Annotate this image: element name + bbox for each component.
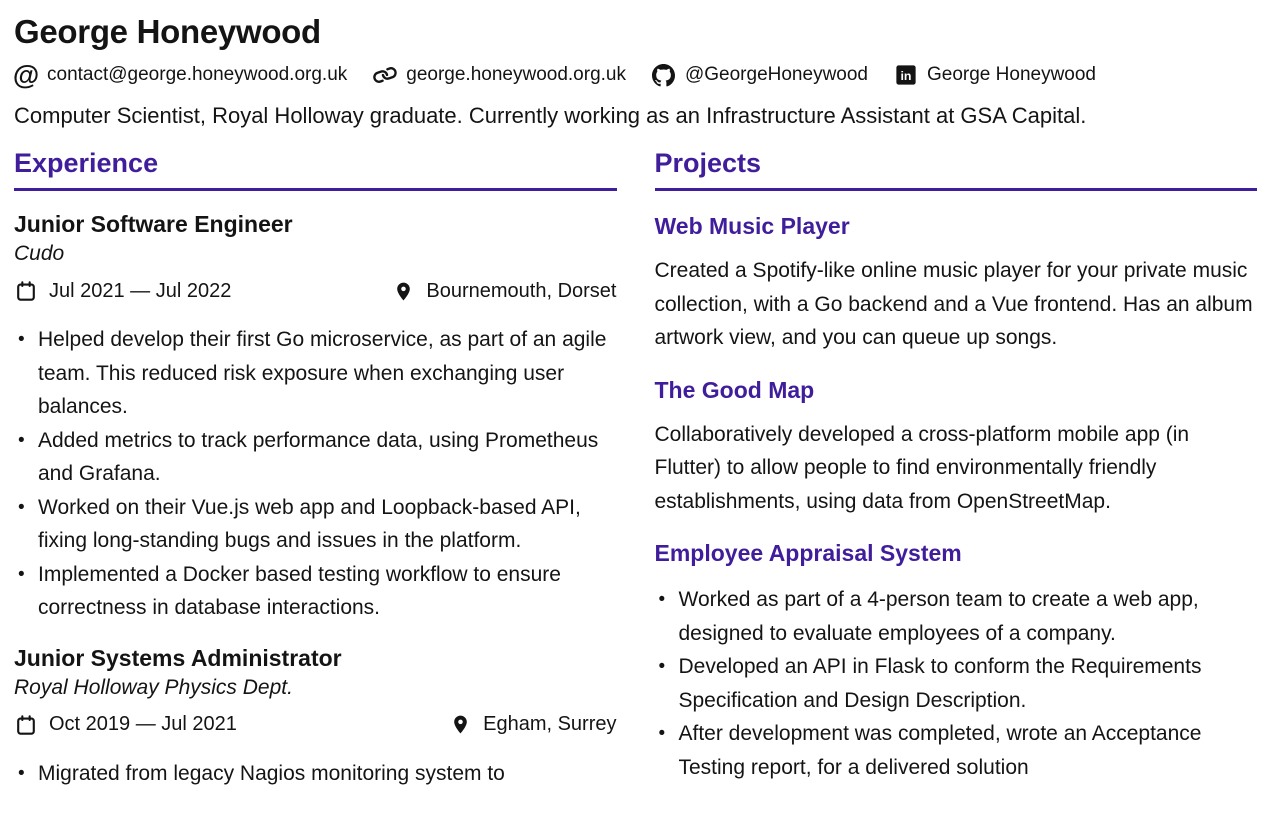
project-entry	[655, 540, 1258, 784]
projects-section	[655, 142, 1258, 790]
contact-github-text: @GeorgeHoneywood	[684, 64, 868, 85]
job-bullet: • Implemented a Docker based testing workflow to ensure correctness in database interactions.	[14, 558, 617, 625]
job-location-text: Egham, Surrey	[483, 713, 617, 735]
linkedin-icon	[894, 63, 918, 87]
experience-section	[14, 142, 617, 790]
email-icon: @	[12, 60, 40, 90]
job-location-text: Bournemouth, Dorset	[426, 279, 617, 302]
project-title: Employee Appraisal System	[654, 540, 962, 566]
job-bullet: • Worked on their Vue.js web app and Loopback-based API, fixing long-standing bugs and issues in the platform.	[14, 491, 617, 558]
job-bullet-list	[14, 757, 617, 791]
calendar-icon	[14, 279, 38, 303]
calendar-icon	[14, 713, 38, 737]
svg-text:in: in	[900, 69, 912, 84]
job-bullet: • Helped develop their first Go microservice, as part of an agile team. This reduced risk exposure when exchanging user balances.	[14, 323, 617, 424]
project-title: The Good Map	[654, 376, 815, 403]
project-entry	[655, 377, 1258, 519]
date-range-text: Oct 2019 — Jul 2021	[49, 713, 237, 735]
contact-email[interactable]	[12, 60, 348, 90]
job-bullet: • Migrated from legacy Nagios monitoring system to	[14, 757, 617, 791]
date-range	[14, 713, 237, 737]
project-description: Created a Spotify-like online music player for your private music collection, with a Go backend and a Vue frontend. Has an album artwork view, and you can queue up songs.	[654, 259, 1253, 349]
project-entry	[655, 213, 1258, 355]
github-icon	[652, 63, 676, 87]
project-bullet: • Developed an API in Flask to conform the Requirements Specification and Design Description.	[655, 650, 1258, 717]
project-description: Collaboratively developed a cross-platform mobile app (in Flutter) to allow people to find environmentally friendly establishments, using data from OpenStreetMap.	[654, 422, 1190, 513]
page-title: George Honeywood	[14, 13, 321, 50]
experience-entry	[14, 211, 617, 625]
job-meta-row	[14, 279, 617, 303]
projects-heading: Projects	[655, 148, 1258, 191]
tagline: Computer Scientist, Royal Holloway graduate. Currently working as an Infrastructure Assistant at GSA Capital.	[14, 103, 1087, 128]
contact-github[interactable]	[652, 63, 868, 87]
two-column-layout	[14, 142, 1257, 790]
contact-website-text: george.honeywood.org.uk	[406, 64, 626, 85]
contact-row	[12, 60, 1257, 90]
job-location	[448, 713, 616, 737]
location-pin-icon	[448, 713, 472, 737]
project-bullet: • After development was completed, wrote an Acceptance Testing report, for a delivered solution	[655, 717, 1258, 784]
company-name: Cudo	[14, 242, 65, 265]
project-bullet-list	[655, 583, 1258, 784]
location-pin-icon	[391, 279, 415, 303]
contact-linkedin-text: George Honeywood	[927, 64, 1096, 85]
project-title: Web Music Player	[654, 213, 850, 239]
experience-heading: Experience	[14, 148, 617, 191]
date-range-text: Jul 2021 — Jul 2022	[49, 279, 232, 302]
contact-linkedin[interactable]	[894, 63, 1096, 87]
contact-website[interactable]	[373, 63, 626, 87]
company-name: Royal Holloway Physics Dept.	[14, 675, 293, 699]
project-bullet: • Worked as part of a 4-person team to create a web app, designed to evaluate employees of a company.	[655, 583, 1258, 650]
job-meta-row	[14, 713, 617, 737]
link-icon	[373, 63, 397, 87]
job-location	[391, 279, 616, 303]
contact-email-text: contact@george.honeywood.org.uk	[47, 64, 348, 85]
job-title: Junior Systems Administrator	[14, 644, 342, 671]
date-range	[14, 279, 231, 303]
experience-entry	[14, 645, 617, 791]
job-bullet-list	[14, 323, 617, 625]
job-title: Junior Software Engineer	[14, 211, 293, 237]
job-bullet: • Added metrics to track performance data, using Prometheus and Grafana.	[14, 424, 617, 491]
